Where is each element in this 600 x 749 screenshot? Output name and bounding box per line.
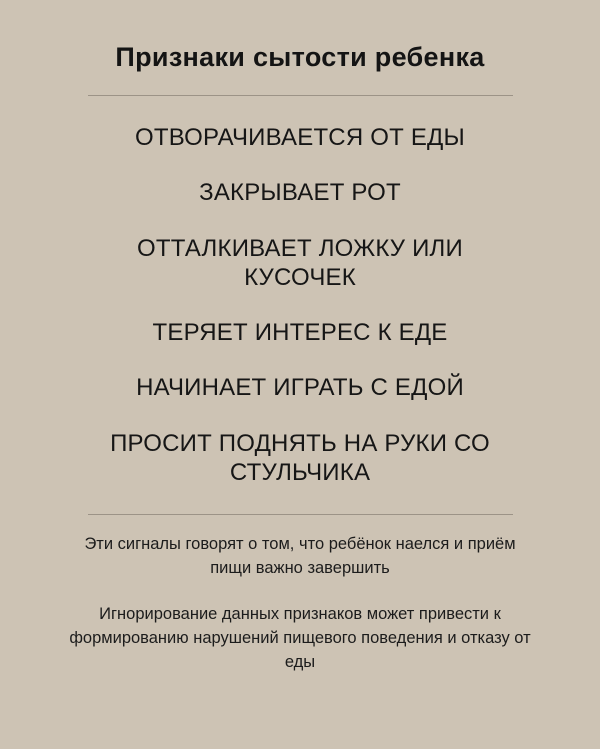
note-text: Игнорирование данных признаков может привести к формированию нарушений пищевого поведения и отказу от еды [69, 604, 531, 671]
list-item: ОТТАЛКИВАЕТ ЛОЖКУ ИЛИ КУСОЧЕК [137, 234, 463, 291]
list-item: ПРОСИТ ПОДНЯТЬ НА РУКИ СО СТУЛЬЧИКА [110, 429, 490, 486]
note-text: Эти сигналы говорят о том, что ребёнок наелся и приём пищи важно завершить [84, 535, 516, 578]
page-title: Признаки сытости ребенка [115, 42, 485, 72]
list-item: НАЧИНАЕТ ИГРАТЬ С ЕДОЙ [136, 374, 464, 402]
list-item: ТЕРЯЕТ ИНТЕРЕС К ЕДЕ [152, 319, 448, 347]
list-item: ЗАКРЫВАЕТ РОТ [199, 179, 401, 207]
divider-top [88, 95, 513, 96]
divider-bottom [88, 514, 513, 515]
notes-section [40, 533, 560, 675]
list-item: ОТВОРАЧИВАЕТСЯ ОТ ЕДЫ [135, 124, 465, 151]
signs-list [40, 110, 560, 500]
